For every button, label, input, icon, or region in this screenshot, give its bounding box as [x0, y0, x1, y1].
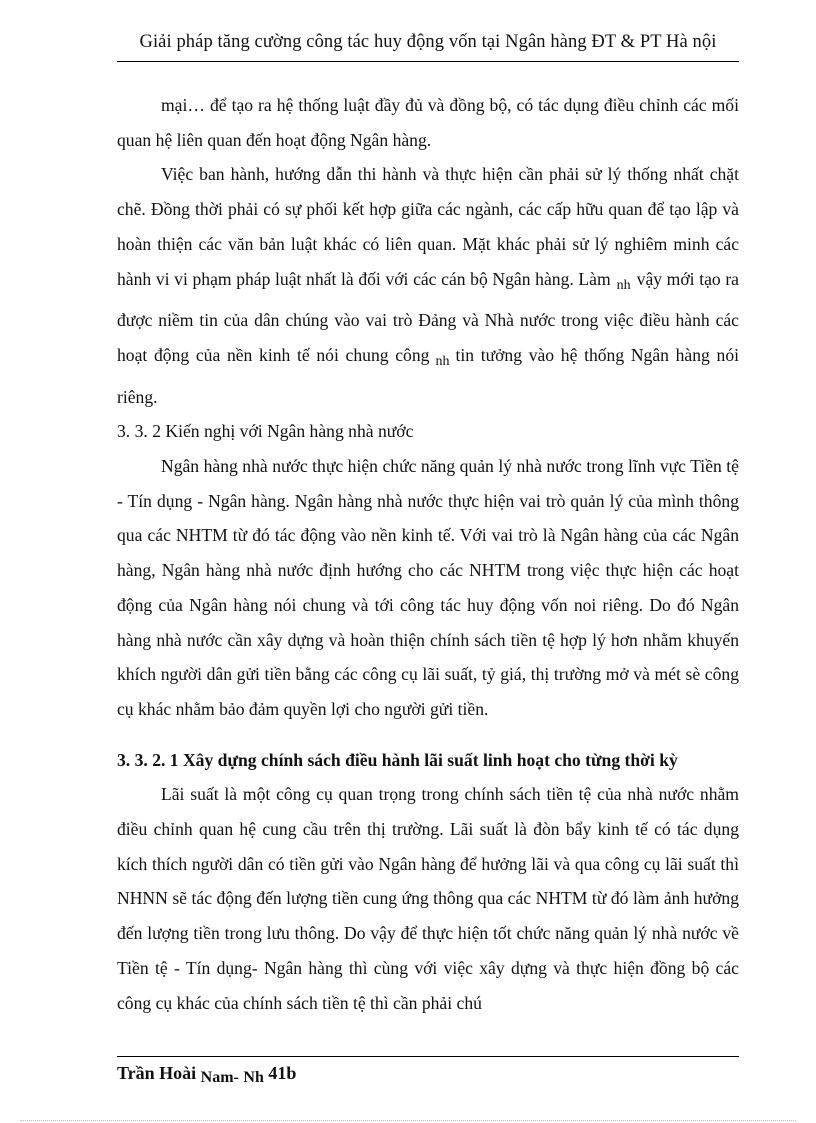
paragraph-1: mại… để tạo ra hệ thống luật đầy đủ và đồng bộ, có tác dụng điều chỉnh các mối quan hệ liên quan đến hoạt động Ngân hàng.: [117, 95, 739, 150]
paragraph-3: Ngân hàng nhà nước thực hiện chức năng quản lý nhà nước trong lĩnh vực Tiền tệ - Tín dụng - Ngân hàng. Ngân hàng nhà nước thực hiện vai trò quản lý của mình thông qua các NHTM từ đó tác động vào nền kinh tế. Với vai trò là Ngân hàng của các Ngân hàng, Ngân hàng nhà nước định hướng cho các NHTM trong việc thực hiện các hoạt động của Ngân hàng nói chung và tới công tác huy động vốn noi riêng. Do đó Ngân hàng nhà nước cần xây dựng và hoàn thiện chính sách tiền tệ hợp lý hơn nhằm khuyến khích người dân gửi tiền bằng các công cụ lãi suất, tỷ giá, thị trường mở và mét sè công cụ khác nhằm bảo đảm quyền lợi cho người gửi tiền.: [117, 456, 739, 719]
section-heading: 3. 3. 2 Kiến nghị với Ngân hàng nhà nước: [117, 421, 414, 442]
document-body: [117, 88, 739, 1020]
paragraph-2-part-c: tin tưởng vào hệ thống Ngân hàng nói riêng.: [117, 344, 740, 407]
footer-author-d: 41b: [268, 1063, 297, 1083]
footer-divider: [117, 1056, 739, 1057]
footer-author-a: Trần Hoài: [117, 1063, 197, 1083]
paragraph-2-sub-2: nh: [435, 353, 450, 369]
page-footer-author: [117, 1063, 296, 1087]
footer-author-b: Nam-: [200, 1069, 239, 1086]
paragraph-2: [117, 157, 739, 414]
footer-author-c: Nh: [243, 1069, 264, 1086]
paragraph-2-part-a: Việc ban hành, hướng dẫn thi hành và thực hiện cần phải sử lý thống nhất chặt chẽ. Đồng thời phải có sự phối kết hợp giữa các ngành, các cấp hữu quan để tạo lập và hoàn thiện các văn bản luật khác có liên quan. Mặt khác phải sử lý nghiêm minh các hành vi vi phạm pháp luật nhất là đối với các cán bộ Ngân hàng. Làm: [117, 164, 739, 289]
page-bottom-edge: [20, 1120, 796, 1121]
paragraph-2-sub-1: nh: [616, 277, 631, 293]
paragraph-2-part-b: vậy mới tạo ra được niềm tin của dân chúng vào vai trò Đảng và Nhà nước trong việc điều hành các hoạt động của nền kinh tế nói chung công: [117, 268, 739, 365]
paragraph-4: Lãi suất là một công cụ quan trọng trong chính sách tiền tệ của nhà nước nhằm điều chỉnh quan hệ cung cầu trên thị trường. Lãi suất là đòn bẩy kinh tế có tác dụng kích thích người dân có tiền gửi vào Ngân hàng để hưởng lãi và qua công cụ lãi suất thì NHNN sẽ tác động đến lượng tiền cung ứng thông qua các NHTM từ đó làm ảnh hưởng đến lượng tiền trong lưu thông. Do vậy để thực hiện tốt chức năng quản lý nhà nước về Tiền tệ - Tín dụng- Ngân hàng thì cùng với việc xây dựng và thực hiện đồng bộ các công cụ khác của chính sách tiền tệ thì cần phải chú: [117, 784, 739, 1013]
page-header-title: Giải pháp tăng cường công tác huy động vốn tại Ngân hàng ĐT & PT Hà nội: [139, 32, 717, 52]
subsection-heading: 3. 3. 2. 1 Xây dựng chính sách điều hành lãi suất linh hoạt cho từng thời kỳ: [117, 749, 678, 770]
header-divider: [117, 61, 739, 62]
